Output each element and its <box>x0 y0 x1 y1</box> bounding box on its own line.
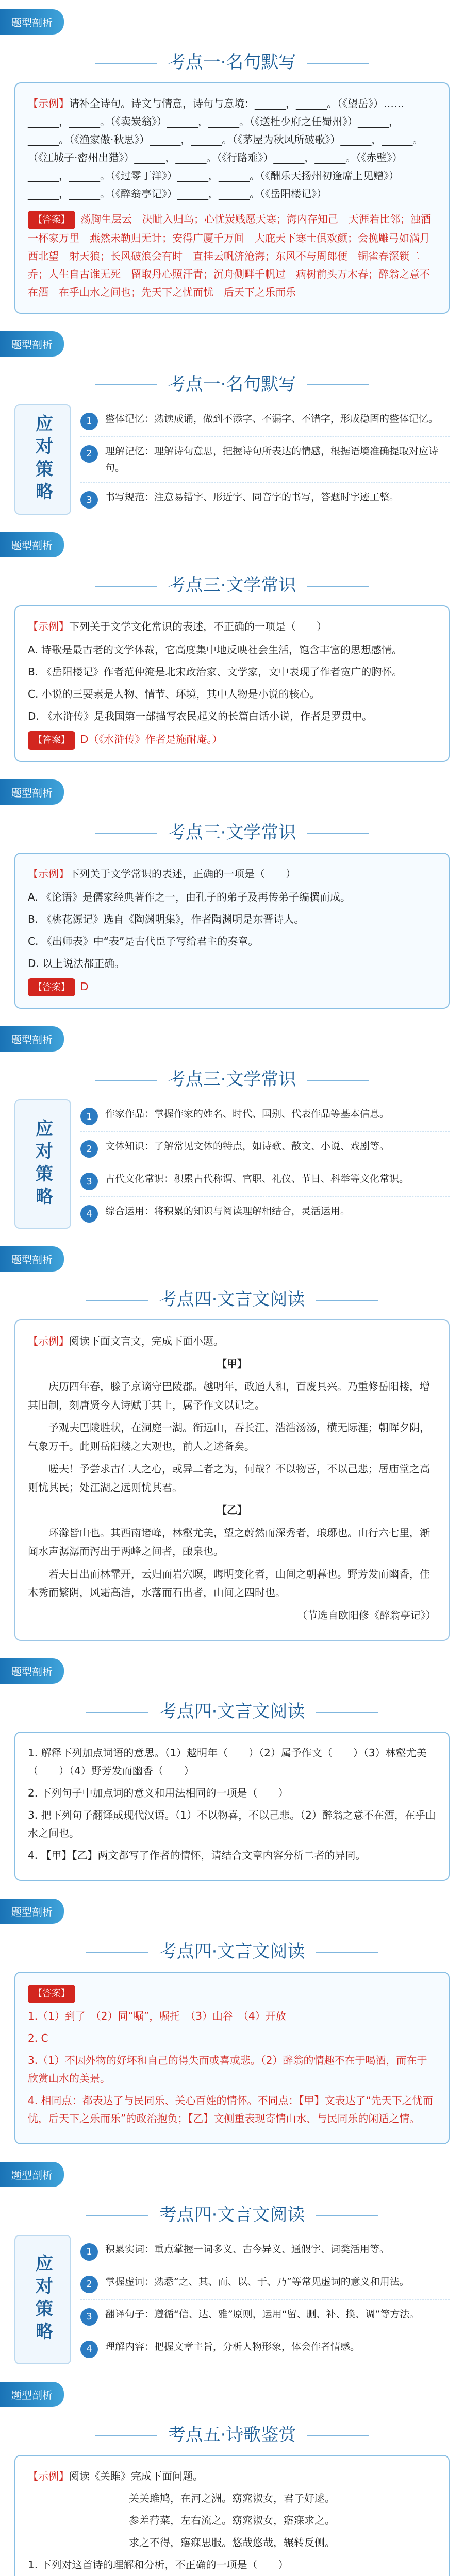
section-6 <box>0 1899 464 2144</box>
answer-text: D <box>80 980 89 993</box>
topic-title: 考点四·文言文阅读 <box>14 1285 450 1310</box>
strategy-box <box>14 1099 450 1229</box>
strategy-3 <box>0 1026 464 1229</box>
question: 4. 【甲】【乙】两文都写了作者的情怀，请结合文章内容分析二者的异同。 <box>28 1849 366 1862</box>
step-number: 2 <box>80 1140 98 1158</box>
tag-analysis: 题型剖析 <box>0 1899 64 1924</box>
example-label: 【示例】 <box>28 1335 69 1348</box>
answer-text: D（《水浒传》作者是施耐庵。） <box>80 733 223 746</box>
example-text: 下列关于文学常识的表述，正确的一项是（ ） <box>69 867 296 880</box>
answer: 2. C <box>28 2031 48 2044</box>
example-card <box>14 605 450 762</box>
strategy-item: 1 作家作品：掌握作家的姓名、时代、国别、代表作品等基本信息。 <box>80 1099 450 1132</box>
strategy-1 <box>0 331 464 515</box>
strategy-side-label: 应对策略 <box>14 404 71 515</box>
step-number: 1 <box>80 2243 98 2261</box>
section-4 <box>0 1246 464 1641</box>
passage-paragraph: 庆历四年春，滕子京谪守巴陵郡。越明年，政通人和，百废具兴。乃重修岳阳楼，增其旧制，刻唐贤今人诗赋于其上，属予作文以记之。 <box>28 1380 430 1412</box>
passage-label: 【甲】 <box>217 1358 247 1370</box>
topic-title: 考点四·文言文阅读 <box>14 1937 450 1962</box>
answer-badge: 【答案】 <box>28 1985 75 2003</box>
strategy-side-label: 应对策略 <box>14 2235 71 2364</box>
strategy-item: 3 古代文化常识：积累古代称谓、官职、礼仪、节日、科举等文化常识。 <box>80 1164 450 1197</box>
passage-paragraph: 环滁皆山也。其西南诸峰，林壑尤美，望之蔚然而深秀者，琅琊也。山行六七里，渐闻水声潺潺而泻出于两峰之间者，酿泉也。 <box>28 1527 430 1558</box>
questions-card <box>14 1732 450 1881</box>
option: B. 《岳阳楼记》作者范仲淹是北宋政治家、文学家，文中表现了作者宽广的胸怀。 <box>28 666 403 679</box>
strategy-item: 3 翻译句子：遵循“信、达、雅”原则，运用“留、删、补、换、调”等方法。 <box>80 2300 450 2332</box>
question: 2. 下列句子中加点词的意义和用法相同的一项是（ ） <box>28 1787 289 1800</box>
example-card <box>14 853 450 1009</box>
option: B. 《桃花源记》选自《陶渊明集》，作者陶渊明是东晋诗人。 <box>28 912 305 925</box>
example-text: 下列关于文学文化常识的表述，不正确的一项是（ ） <box>69 620 327 633</box>
options-list <box>28 641 436 725</box>
strategy-box <box>14 2235 450 2364</box>
strategy-item: 2 掌握虚词：熟悉“之、其、而、以、于、乃”等常见虚词的意义和用法。 <box>80 2267 450 2300</box>
example-text: 阅读《关雎》完成下面问题。 <box>69 2469 203 2482</box>
example-label: 【示例】 <box>28 620 69 633</box>
step-number: 4 <box>80 1205 98 1223</box>
step-number: 1 <box>80 413 98 430</box>
answer-text: 荡胸生层云 决眦入归鸟；心忧炭贱愿天寒；海内存知己 天涯若比邻；浊酒一杯家万里 燕然未勒归无计；安得广厦千万间 大庇天下寒士俱欢颜；会挽雕弓如满月 西北望 射天狼；长风破浪会有时 直挂云帆济沧海；东风不与周郎便 铜雀春深锁二乔；人生自古谁无死 留取丹心照汗青；沉舟侧畔千帆过 病树前头万木春；醉翁之意不在酒 在乎山水之间也；先天下之忧而忧 后天下之乐而乐 <box>28 213 440 298</box>
poem-line: 求之不得，寤寐思服。悠哉悠哉，辗转反侧。 <box>129 2536 335 2549</box>
answer: 3.（1）不因外物的好坏和自己的得失而或喜或悲。（2）醉翁的情趣不在于喝酒，而在于欣赏山水的美景。 <box>28 2054 427 2084</box>
step-number: 3 <box>80 491 98 509</box>
topic-title: 考点四·文言文阅读 <box>14 2200 450 2226</box>
poem-line: 参差荇菜，左右流之。窈窕淑女，寤寐求之。 <box>129 2514 335 2527</box>
strategy-item: 2 文体知识：了解常见文体的特点，如诗歌、散文、小说、戏剧等。 <box>80 1132 450 1164</box>
classical-passage <box>14 1319 450 1641</box>
option: A. 《论语》是儒家经典著作之一，由孔子的弟子及再传弟子编撰而成。 <box>28 890 351 903</box>
step-number: 2 <box>80 2276 98 2293</box>
answer-badge: 【答案】 <box>28 211 75 229</box>
tag-analysis: 题型剖析 <box>0 779 64 805</box>
example-label: 【示例】 <box>28 2469 69 2482</box>
tag-analysis: 题型剖析 <box>0 9 64 35</box>
strategy-item: 1 积累实词：重点掌握一词多义、古今异义、通假字、词类活用等。 <box>80 2235 450 2267</box>
strategy-items <box>80 2235 450 2364</box>
step-number: 4 <box>80 2341 98 2358</box>
answer: 4. 相同点：都表达了与民同乐、关心百姓的情怀。不同点：【甲】文表达了“先天下之忧而忧，后天下之乐而乐”的政治抱负；【乙】文侧重表现寄情山水、与民同乐的闲适之情。 <box>28 2094 433 2125</box>
tag-analysis: 题型剖析 <box>0 2382 64 2407</box>
passage-paragraph: 嗟夫！予尝求古仁人之心，或异二者之为，何哉？不以物喜，不以己悲；居庙堂之高则忧其民；处江湖之远则忧其君。 <box>28 1463 430 1494</box>
step-number: 1 <box>80 1108 98 1125</box>
answer-badge: 【答案】 <box>28 978 75 997</box>
tag-analysis: 题型剖析 <box>0 1026 64 1052</box>
options-list <box>28 888 436 973</box>
section-1 <box>0 0 464 314</box>
topic-title: 考点四·文言文阅读 <box>14 1697 450 1722</box>
tag-analysis: 题型剖析 <box>0 1658 64 1684</box>
strategy-item: 4 理解内容：把握文章主旨，分析人物形象，体会作者情感。 <box>80 2332 450 2364</box>
option: D. 以上说法都正确。 <box>28 957 125 970</box>
poem-card <box>14 2455 450 2576</box>
example-text: 阅读下面文言文，完成下面小题。 <box>69 1335 224 1348</box>
passage-paragraph: 若夫日出而林霏开，云归而岩穴暝，晦明变化者，山间之朝暮也。野芳发而幽香，佳木秀而繁阴，风霜高洁，水落而石出者，山间之四时也。 <box>28 1568 430 1599</box>
tag-analysis: 题型剖析 <box>0 2162 64 2187</box>
example-card <box>14 82 450 314</box>
passage-source: （节选自欧阳修《醉翁亭记》） <box>297 1609 436 1622</box>
passage-paragraph: 予观夫巴陵胜状，在洞庭一湖。衔远山，吞长江，浩浩汤汤，横无际涯；朝晖夕阴，气象万千。此则岳阳楼之大观也，前人之述备矣。 <box>28 1421 430 1453</box>
section-2 <box>0 532 464 762</box>
strategy-item: 2 理解记忆：理解诗句意思，把握诗句所表达的情感，根据语境准确提取对应诗句。 <box>80 437 450 483</box>
section-3 <box>0 779 464 1009</box>
step-number: 3 <box>80 2308 98 2326</box>
section-5 <box>0 1658 464 1881</box>
option: C. 《出师表》中“表”是古代臣子写给君主的奏章。 <box>28 935 259 947</box>
strategy-items <box>80 404 450 515</box>
strategy-items <box>80 1099 450 1229</box>
answer: 1.（1）到了 （2）同“嘱”，嘱托 （3）山谷 （4）开放 <box>28 2009 286 2022</box>
answer-badge: 【答案】 <box>28 731 75 750</box>
strategy-item: 4 综合运用：将积累的知识与阅读理解相结合，灵活运用。 <box>80 1197 450 1229</box>
topic-title: 考点一·名句默写 <box>14 48 450 73</box>
question: 1. 解释下列加点词语的意思。（1）越明年（ ）（2）属予作文（ ）（3）林壑尤美（ ）（4）野芳发而幽香（ ） <box>28 1747 427 1777</box>
step-number: 2 <box>80 445 98 463</box>
strategy-side-label: 应对策略 <box>14 1099 71 1229</box>
example-label: 【示例】 <box>28 97 69 110</box>
tag-analysis: 题型剖析 <box>0 331 64 357</box>
option: A. 诗歌是最古老的文学体裁，它高度集中地反映社会生活，饱含丰富的思想感情。 <box>28 643 403 656</box>
strategy-item: 1 整体记忆：熟读成诵，做到不添字、不漏字、不错字，形成稳固的整体记忆。 <box>80 404 450 437</box>
step-number: 3 <box>80 1173 98 1190</box>
topic-title: 考点三·文学常识 <box>14 571 450 596</box>
topic-title: 考点三·文学常识 <box>14 1065 450 1090</box>
poem-line: 关关雎鸠，在河之洲。窈窕淑女，君子好逑。 <box>129 2492 335 2504</box>
example-label: 【示例】 <box>28 867 69 880</box>
question: 3. 把下列句子翻译成现代汉语。（1）不以物喜，不以己悲。（2）醉翁之意不在酒，在乎山水之间也。 <box>28 1809 436 1840</box>
strategy-box <box>14 404 450 515</box>
tag-analysis: 题型剖析 <box>0 532 64 557</box>
strategy-item: 3 书写规范：注意易错字、形近字、同音字的书写，答题时字迹工整。 <box>80 483 450 515</box>
strategy-6 <box>0 2162 464 2364</box>
topic-title: 考点五·诗歌鉴赏 <box>14 2420 450 2446</box>
option: D. 《水浒传》是我国第一部描写农民起义的长篇白话小说，作者是罗贯中。 <box>28 710 373 723</box>
section-7 <box>0 2382 464 2576</box>
answers-card <box>14 1972 450 2144</box>
option: C. 小说的三要素是人物、情节、环境，其中人物是小说的核心。 <box>28 688 320 701</box>
passage-label: 【乙】 <box>217 1504 247 1517</box>
example-text: 请补全诗句。诗文与情意，诗句与意境：______，______。（《望岳》）……______，______。（《卖炭翁》）______，______。（《送杜少府之任蜀州》）______，______。（《渔家傲·秋思》）______，______。（《茅屋为秋风所破歌》）______，______。（《江城子·密州出猎》）______，______。（《行路难》）______，______。（《赤壁》）______，______。（《过零丁洋》）______，______。（《酬乐天扬州初逢席上见赠》）______，______。（《醉翁亭记》）______，______。（《岳阳楼记》） <box>28 97 423 200</box>
tag-analysis: 题型剖析 <box>0 1246 64 1272</box>
question: 1. 下列对这首诗的理解和分析，不正确的一项是（ ） <box>28 2558 289 2571</box>
topic-title: 考点三·文学常识 <box>14 818 450 843</box>
topic-title: 考点一·名句默写 <box>14 370 450 395</box>
